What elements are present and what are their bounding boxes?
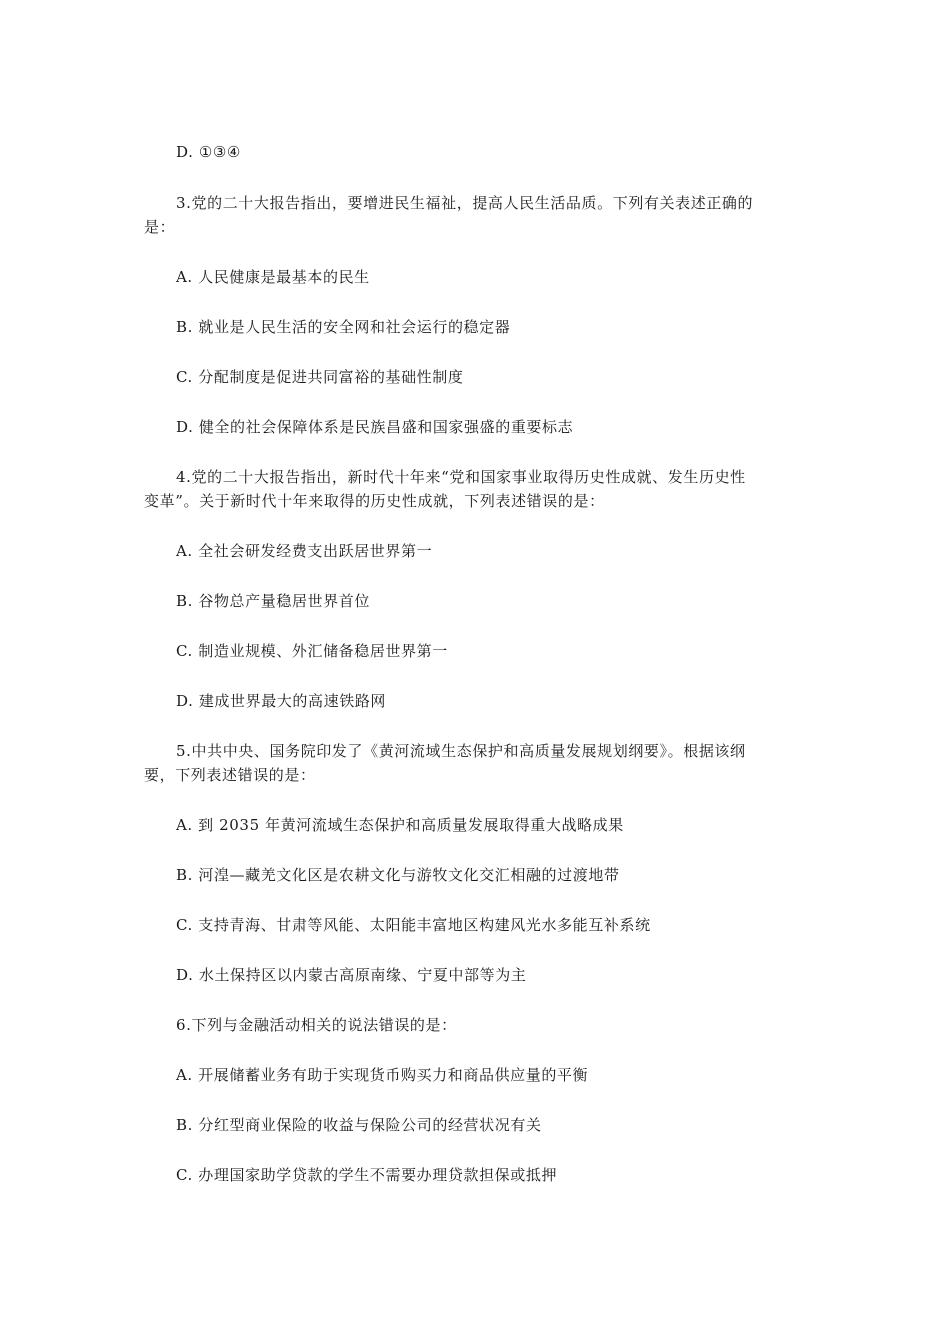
q4-option-b: B. 谷物总产量稳居世界首位 (176, 592, 370, 610)
q5-stem-line2: 要，下列表述错误的是： (144, 766, 316, 784)
q5-option-d: D. 水土保持区以内蒙古高原南缘、宁夏中部等为主 (176, 966, 527, 984)
q5-stem-line1: 5.中共中央、国务院印发了《黄河流域生态保护和高质量发展规划纲要》。根据该纲 (176, 742, 746, 760)
q5-option-a: A. 到 2035 年黄河流域生态保护和高质量发展取得重大战略成果 (176, 816, 624, 834)
q6-stem: 6.下列与金融活动相关的说法错误的是： (176, 1016, 457, 1034)
q6-option-c: C. 办理国家助学贷款的学生不需要办理贷款担保或抵押 (176, 1166, 558, 1184)
q3-option-a: A. 人民健康是最基本的民生 (176, 268, 370, 286)
q3-option-d: D. 健全的社会保障体系是民族昌盛和国家强盛的重要标志 (176, 418, 574, 436)
q6-option-b: B. 分红型商业保险的收益与保险公司的经营状况有关 (176, 1116, 542, 1134)
q4-option-d: D. 建成世界最大的高速铁路网 (176, 692, 387, 710)
q5-option-b: B. 河湟—藏羌文化区是农耕文化与游牧文化交汇相融的过渡地带 (176, 866, 620, 884)
q2-option-d: D. ①③④ (176, 143, 241, 161)
q3-option-b: B. 就业是人民生活的安全网和社会运行的稳定器 (176, 318, 511, 336)
q3-option-c: C. 分配制度是促进共同富裕的基础性制度 (176, 368, 464, 386)
q6-option-a: A. 开展储蓄业务有助于实现货币购买力和商品供应量的平衡 (176, 1066, 589, 1084)
q4-option-a: A. 全社会研发经费支出跃居世界第一 (176, 542, 433, 560)
q5-option-c: C. 支持青海、甘肃等风能、太阳能丰富地区构建风光水多能互补系统 (176, 916, 651, 934)
q3-stem-line1: 3.党的二十大报告指出，要增进民生福祉，提高人民生活品质。下列有关表述正确的 (176, 194, 754, 212)
q4-option-c: C. 制造业规模、外汇储备稳居世界第一 (176, 642, 448, 660)
q4-stem-line2: 变革”。关于新时代十年来取得的历史性成就，下列表述错误的是： (144, 492, 605, 510)
q3-stem-line2: 是： (144, 218, 176, 236)
q4-stem-line1: 4.党的二十大报告指出，新时代十年来“党和国家事业取得历史性成就、发生历史性 (176, 468, 746, 486)
